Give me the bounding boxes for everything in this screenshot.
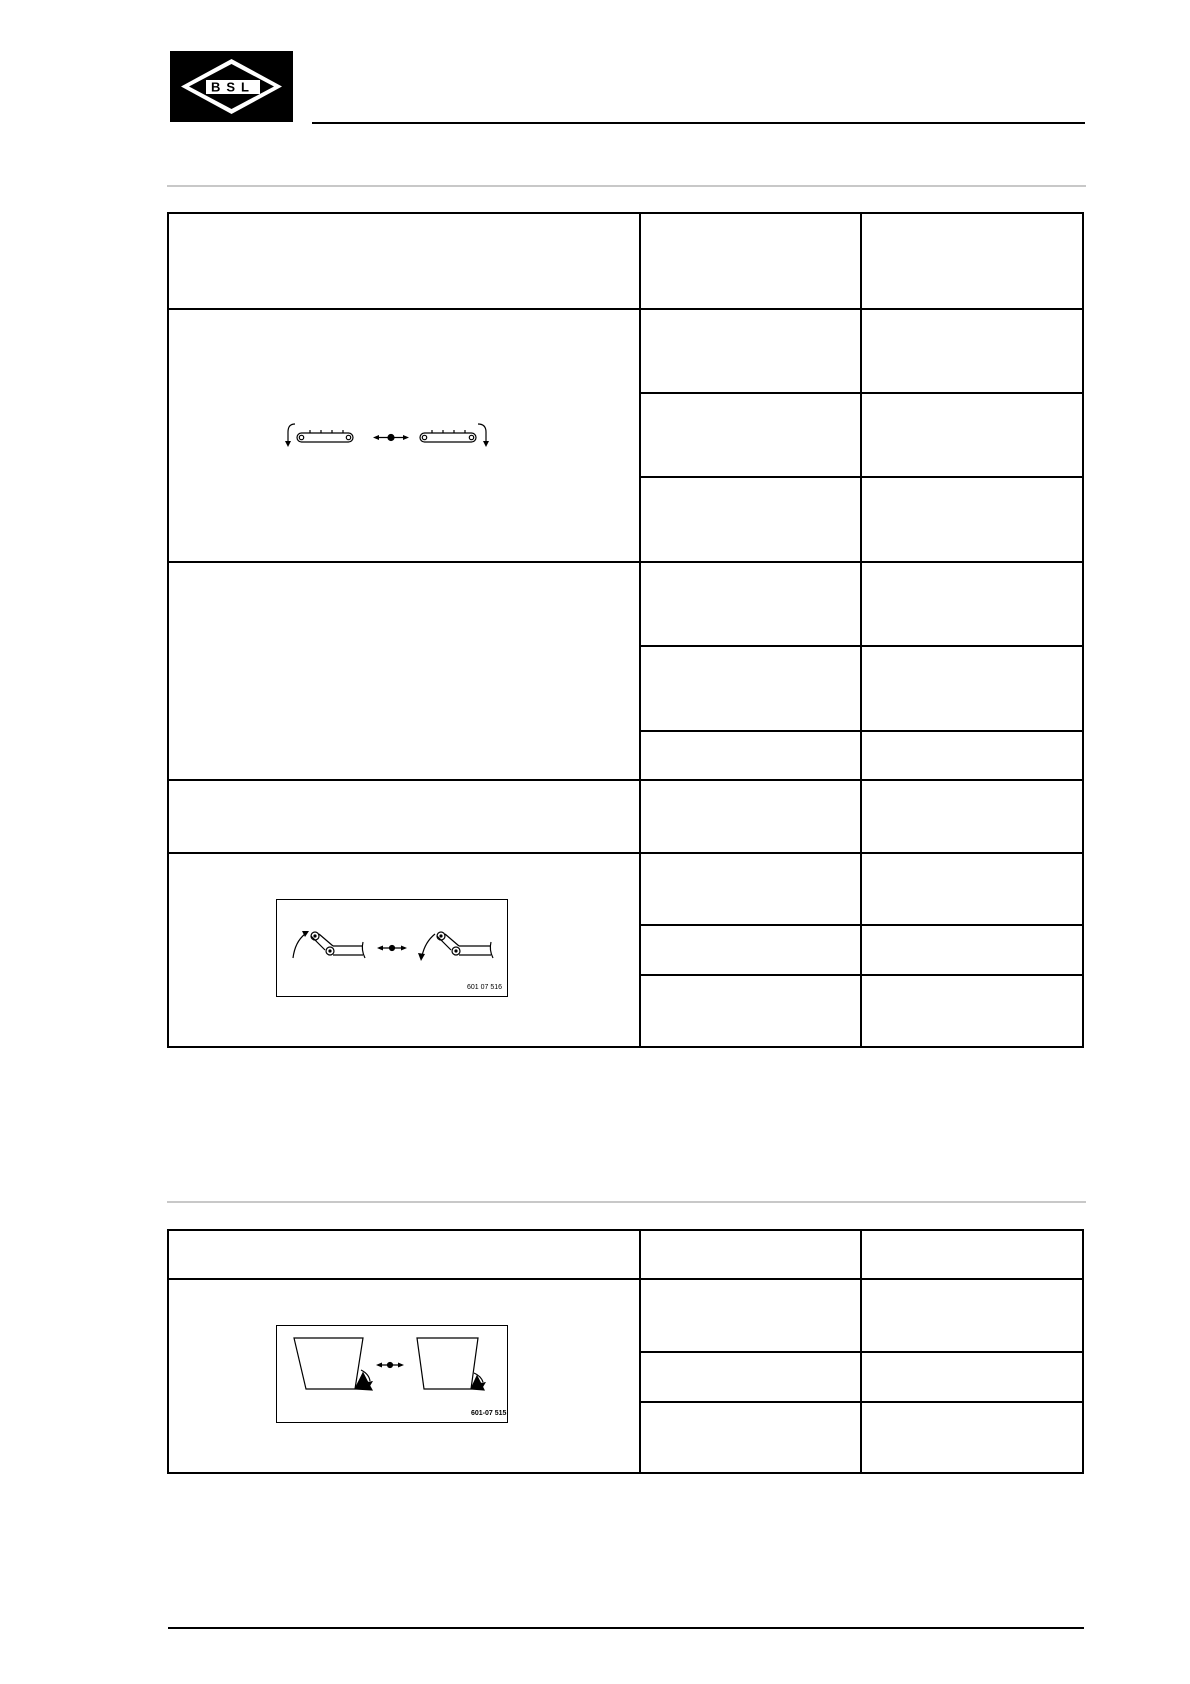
conveyor-rotation-icon (285, 420, 500, 455)
conveyor-tilt-figure (276, 899, 508, 997)
hopper-flap-figure (276, 1325, 508, 1423)
logo-text: BSL (211, 79, 255, 95)
hopper-flap-icon (277, 1326, 506, 1421)
figure-code: 601 07 516 (467, 984, 503, 991)
figure-code: 601-07 515 (471, 1410, 507, 1417)
conveyor-tilt-icon (277, 900, 506, 995)
